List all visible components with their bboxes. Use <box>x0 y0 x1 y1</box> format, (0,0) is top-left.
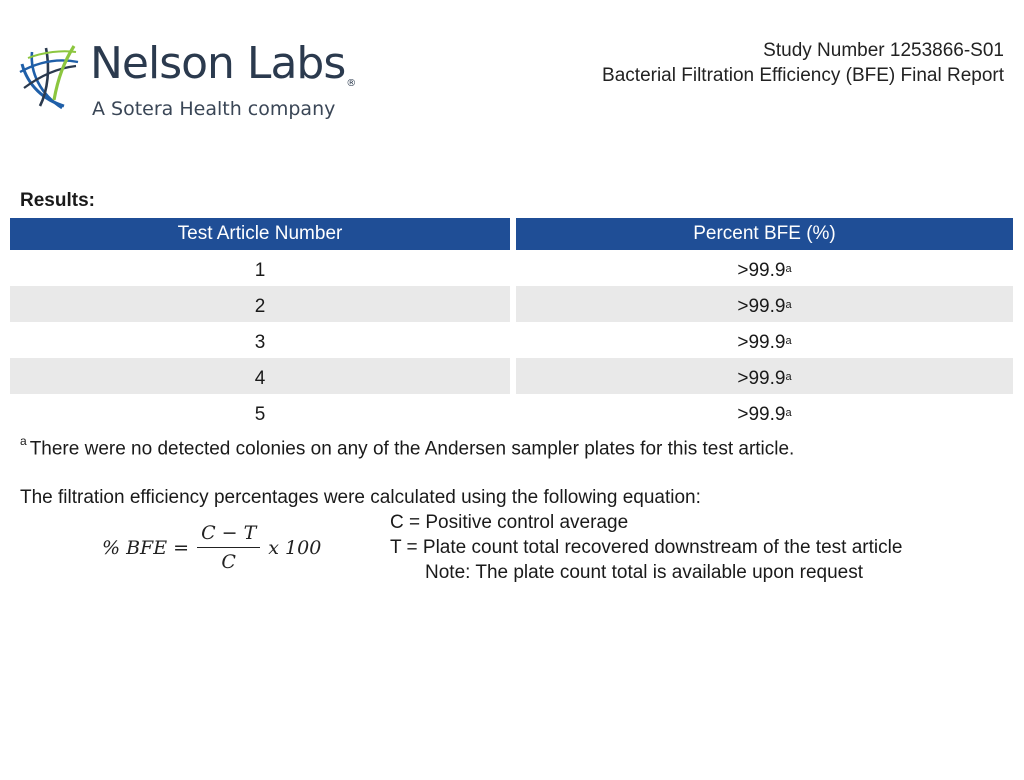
footnote-mark: a <box>20 434 27 448</box>
formula-rhs: x 100 <box>268 536 322 559</box>
study-number: Study Number 1253866-S01 <box>763 40 1004 61</box>
bfe-value-cell: >99.9 $^a$ <box>737 404 792 425</box>
article-number-cell: 3 <box>254 332 266 353</box>
footnote-ref: a <box>785 299 792 311</box>
footnote-ref: a <box>785 371 792 383</box>
registered-mark: ® <box>346 78 356 89</box>
bfe-value-cell: >99.9 $^a$ <box>516 358 1013 394</box>
company-name: Nelson Labs® <box>90 38 356 89</box>
table-row <box>10 250 1013 286</box>
footnote-ref: a <box>785 335 792 347</box>
table-footnote: $^a$ There were no detected colonies on any of the Andersen sampler plates for this test article. <box>20 434 795 460</box>
definition-c: C = Positive control average <box>390 512 629 533</box>
results-table <box>10 218 1013 430</box>
report-header <box>602 38 1004 88</box>
equation-intro: The filtration efficiency percentages were calculated using the following equation: <box>20 487 701 508</box>
bfe-value-cell: >99.9 $^a$ <box>737 332 792 353</box>
bfe-formula <box>102 522 321 573</box>
article-number-cell: 1 <box>254 260 266 281</box>
bfe-value-cell: >99.9 $^a$ <box>737 260 792 281</box>
company-logo <box>18 40 358 130</box>
nelson-labs-globe-icon <box>18 42 80 112</box>
footnote-ref: a <box>785 263 792 275</box>
company-tagline: A Sotera Health company <box>92 98 336 120</box>
column-header-article: Test Article Number <box>10 218 510 250</box>
formula-numerator: C − T <box>197 522 260 548</box>
definition-note: Note: The plate count total is available upon request <box>425 562 863 583</box>
report-title: Bacterial Filtration Efficiency (BFE) Final Report <box>602 65 1004 86</box>
article-number-cell: 5 <box>254 404 266 425</box>
table-header-row <box>10 218 1013 250</box>
bfe-value-cell: >99.9 $^a$ <box>516 286 1013 322</box>
article-number-cell: 2 <box>10 286 510 322</box>
formula-lhs: % BFE = <box>102 536 190 559</box>
results-heading: Results: <box>20 190 95 211</box>
formula-denominator: C <box>221 551 236 573</box>
table-row <box>10 286 1013 322</box>
formula-fraction <box>197 522 260 573</box>
article-number-cell: 4 <box>10 358 510 394</box>
table-row <box>10 394 1013 430</box>
formula-definitions <box>390 510 902 585</box>
footnote-ref: a <box>785 407 792 419</box>
definition-t: T = Plate count total recovered downstream of the test article <box>390 537 903 558</box>
column-header-bfe: Percent BFE (%) <box>516 218 1013 250</box>
table-row <box>10 358 1013 394</box>
table-row <box>10 322 1013 358</box>
